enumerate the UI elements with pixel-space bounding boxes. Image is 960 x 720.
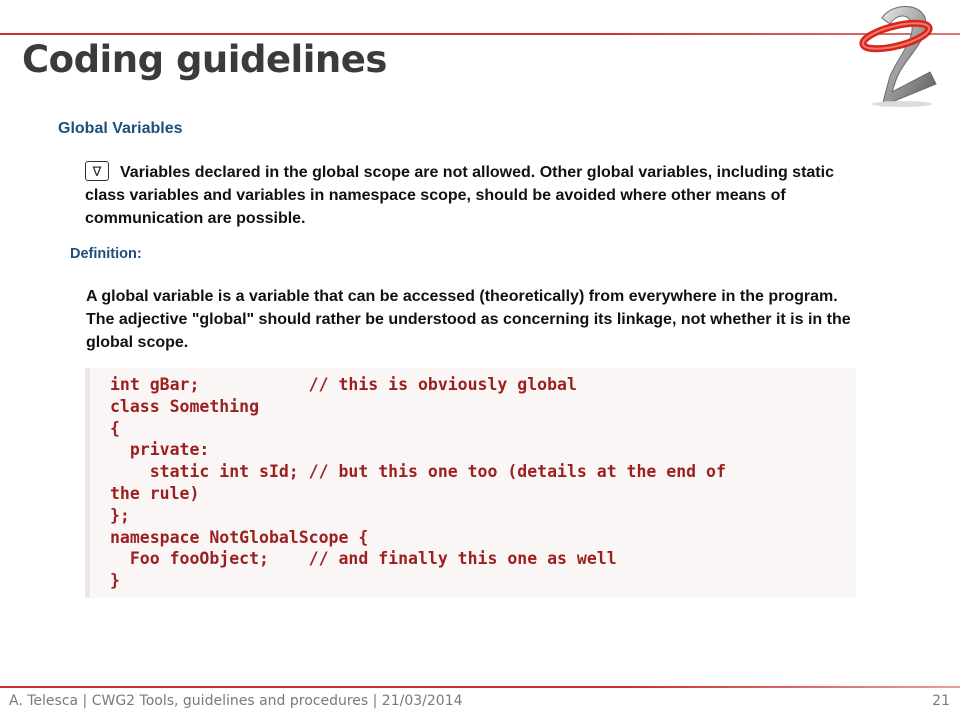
code-line: the rule)	[110, 483, 200, 503]
section-heading: Global Variables	[58, 120, 183, 137]
code-line: static int sId; // but this one too (details at the end of	[110, 462, 726, 482]
rule-statement	[85, 161, 855, 230]
code-line: private:	[110, 440, 210, 460]
definition-text: A global variable is a variable that can be accessed (theoretically) from everywhere in the program. The adjective "global" should rather be understood as concerning its linkage, not whether it is in the global scope.	[86, 288, 851, 351]
code-line: {	[110, 418, 120, 438]
code-line: }	[110, 571, 120, 591]
code-line: class Something	[110, 396, 260, 416]
code-line: int gBar; // this is obviously global	[110, 375, 577, 394]
page-number: 21	[932, 693, 950, 709]
footer-text: A. Telesca | CWG2 Tools, guidelines and procedures | 21/03/2014	[9, 693, 463, 709]
nabla-flag-icon[interactable]: ∇	[85, 161, 109, 181]
rule-text: Variables declared in the global scope are not allowed. Other global variables, including static class variables and variables in namespace scope, should be avoided where other means of communication are possible.	[85, 164, 834, 227]
slide-title: Coding guidelines	[22, 38, 387, 81]
definition-heading: Definition:	[70, 246, 142, 262]
code-line: Foo fooObject; // and finally this one as well	[110, 549, 617, 569]
code-line: namespace NotGlobalScope {	[110, 527, 369, 547]
cwg2-logo-icon	[852, 0, 944, 110]
code-block	[85, 368, 856, 598]
footer-rule	[0, 686, 960, 688]
code-line: };	[110, 505, 130, 525]
top-rule	[0, 33, 960, 35]
